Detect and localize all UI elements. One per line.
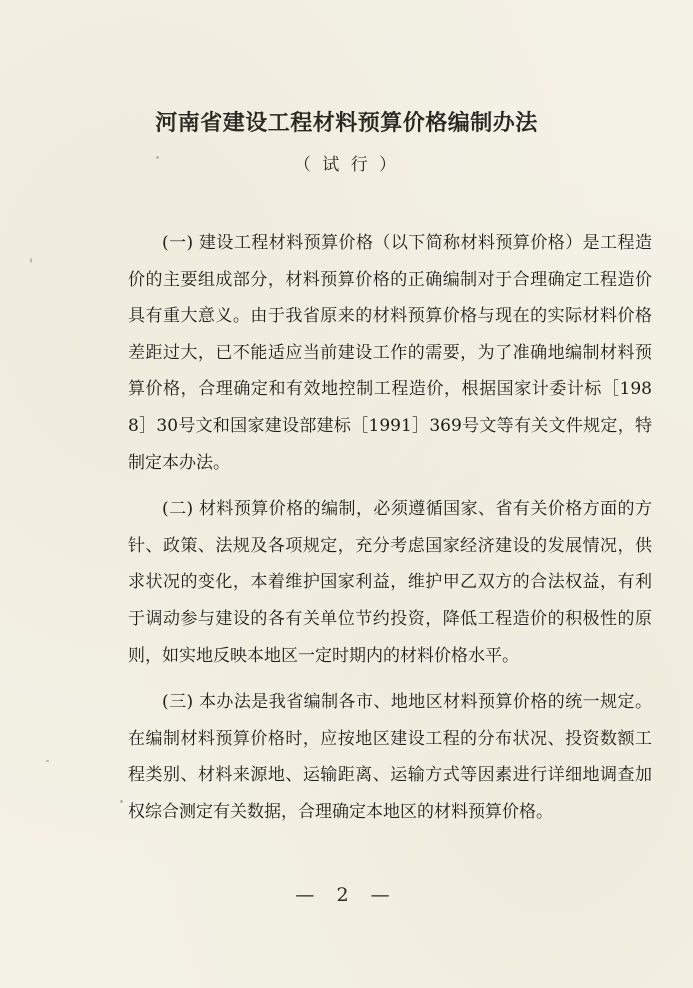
paper-speck <box>30 258 32 263</box>
paragraph-3: (三) 本办法是我省编制各市、地地区材料预算价格的统一规定。在编制材料预算价格时，应按地区建设工程的分布状况、投资数额工程类别、材料来源地、运输距离、运输方式等因素进行详细地调查加权综合测定有关数据，合理确定本地区的材料预算价格。 <box>128 692 652 822</box>
document-subtitle: （ 试 行 ） <box>293 155 400 175</box>
paper-speck <box>120 800 123 803</box>
paper-speck <box>46 760 49 762</box>
document-body <box>128 225 652 841</box>
document-title: 河南省建设工程材料预算价格编制办法 <box>155 110 538 136</box>
page-number: — 2 — <box>295 884 398 906</box>
paragraph-1: (一) 建设工程材料预算价格（以下简称材料预算价格）是工程造价的主要组成部分，材料预算价格的正确编制对于合理确定工程造价具有重大意义。由于我省原来的材料预算价格与现在的实际材料价格差距过大，已不能适应当前建设工作的需要，为了准确地编制材料预算价格，合理确定和有效地控制工程造价，根据国家计委计标［1988］30号文和国家建设部建标［1991］369号文等有关文件规定，特制定本办法。 <box>128 233 652 473</box>
paragraph-2: (二) 材料预算价格的编制，必须遵循国家、省有关价格方面的方针、政策、法规及各项规定，充分考虑国家经济建设的发展情况，供求状况的变化，本着维护国家利益，维护甲乙双方的合法权益，有利于调动参与建设的各有关单位节约投资，降低工程造价的积极性的原则，如实地反映本地区一定时期内的材料价格水平。 <box>128 499 652 666</box>
